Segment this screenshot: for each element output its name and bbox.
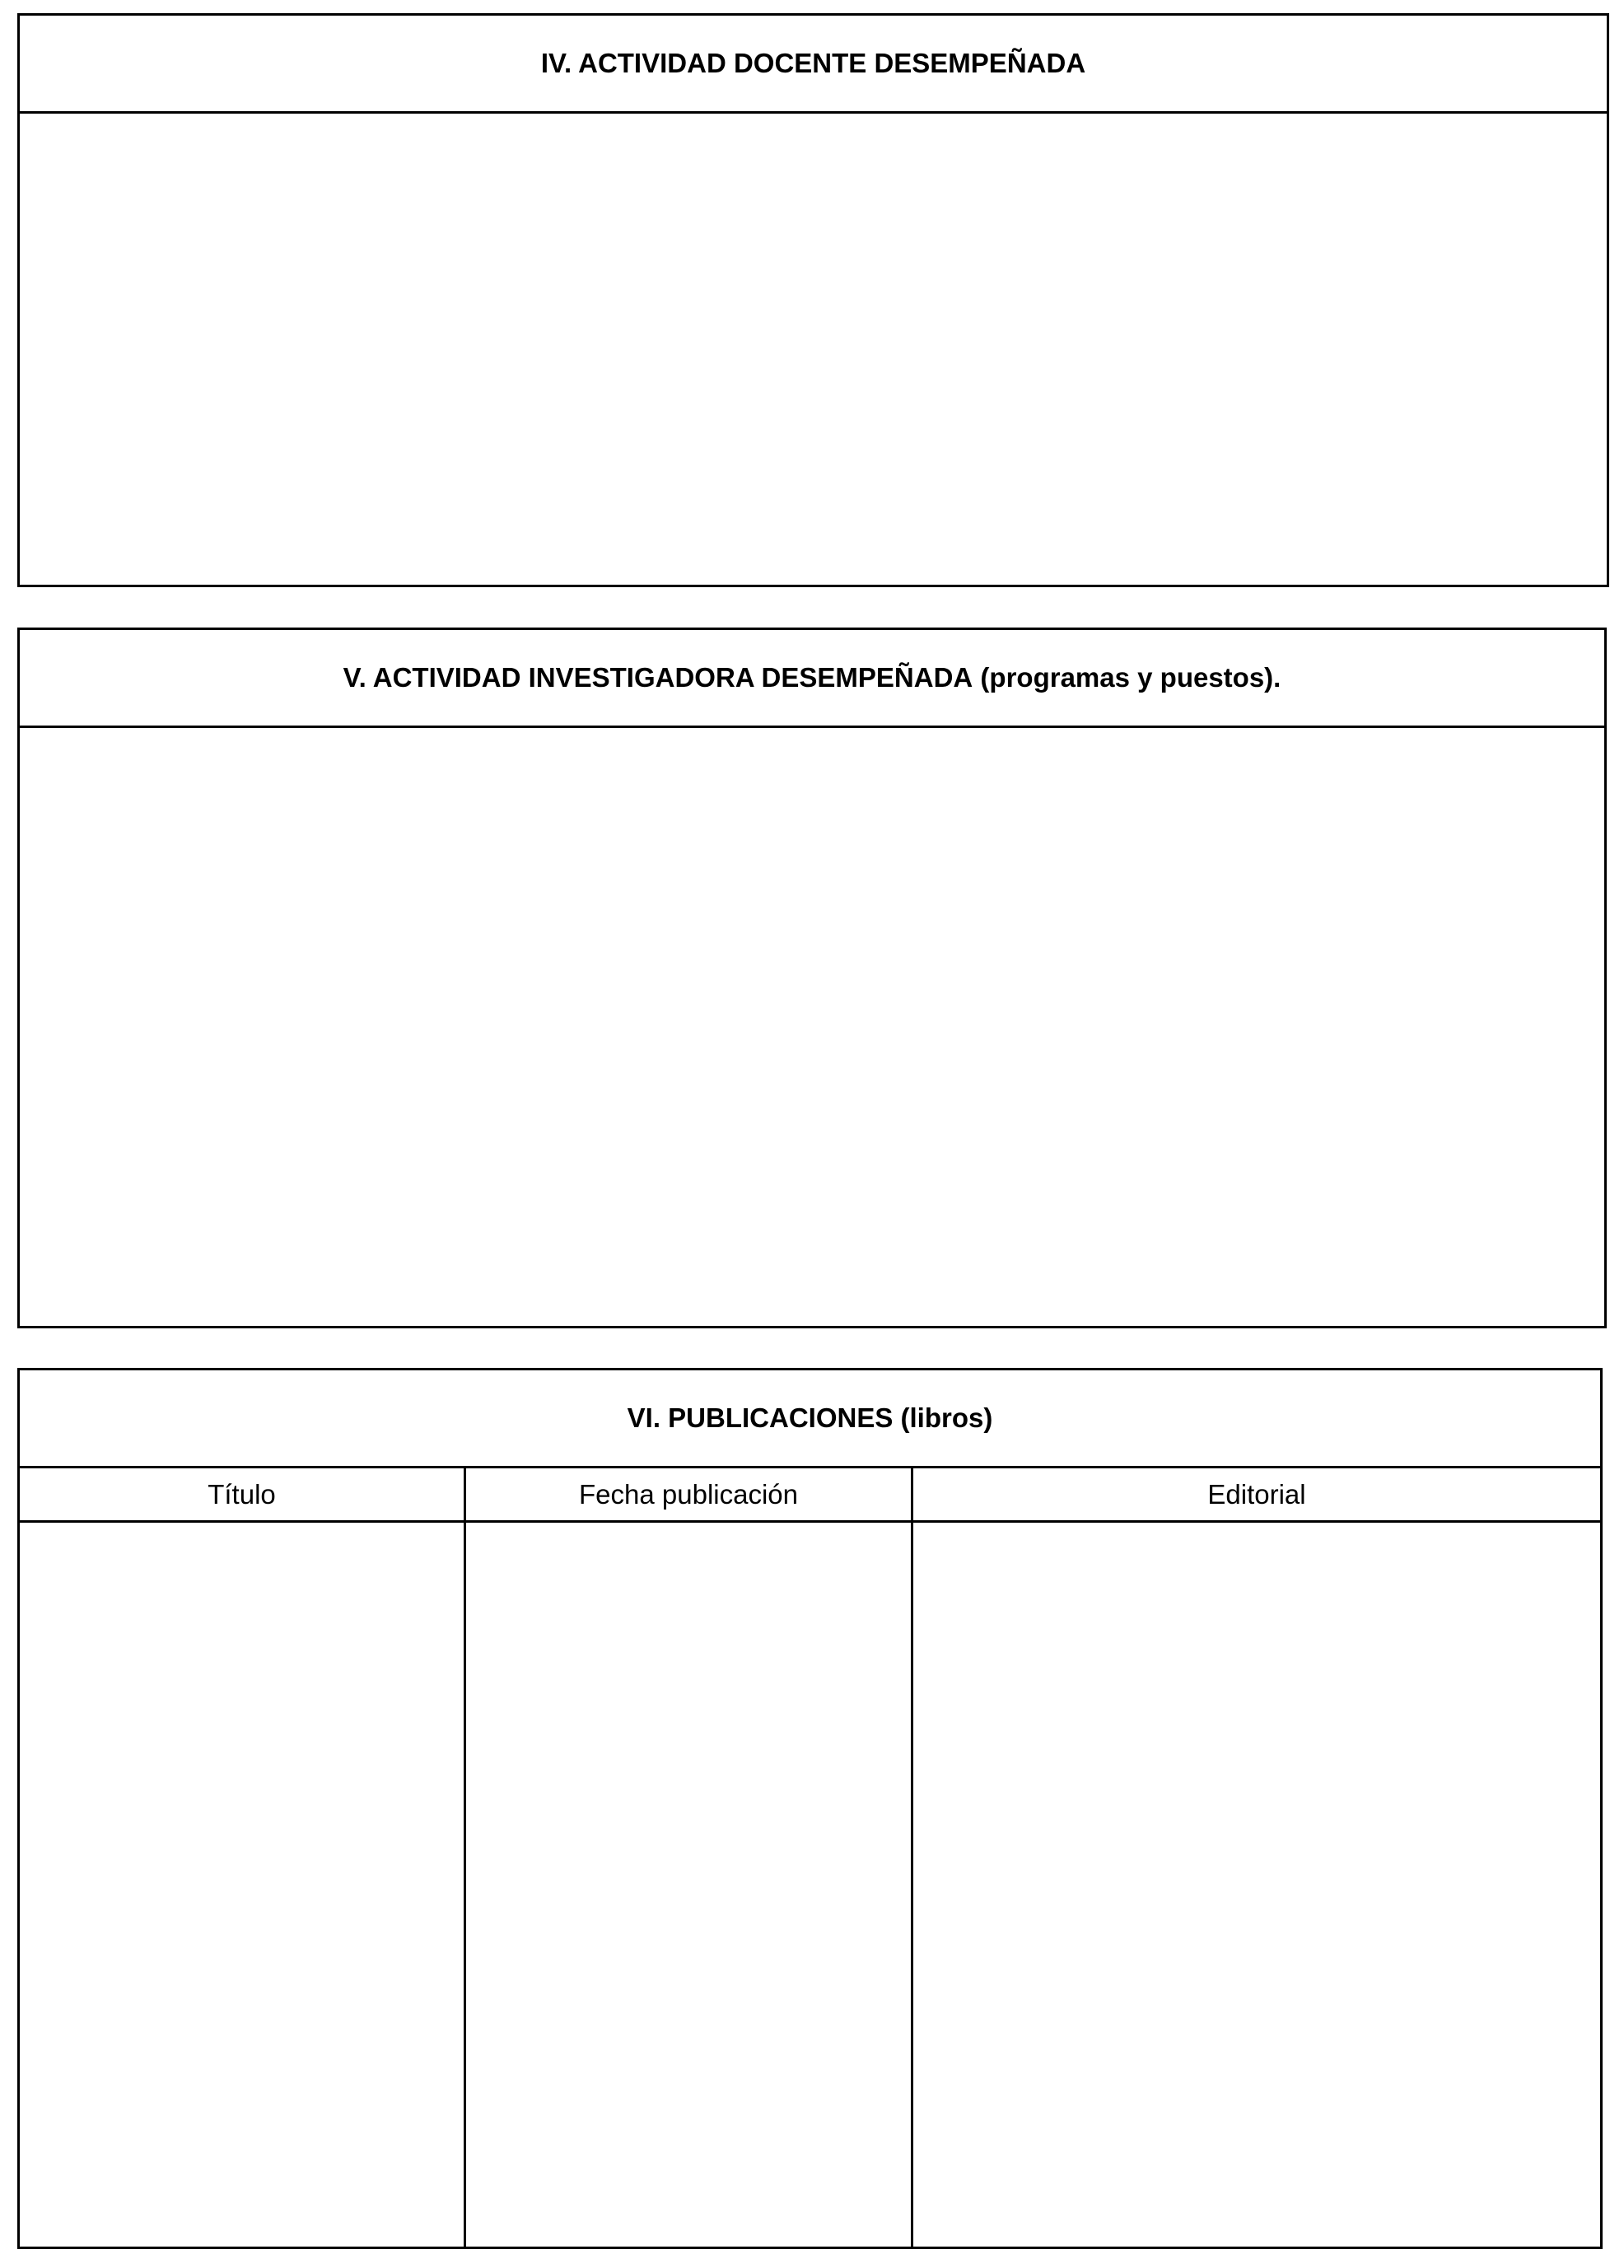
- section-iv-header: [20, 16, 1607, 114]
- column-header-fecha-publicacion: Fecha publicación: [466, 1468, 913, 1520]
- column-header-editorial: Editorial: [1207, 1478, 1306, 1510]
- publications-table-body: [20, 1523, 1600, 2247]
- section-v-box: [17, 628, 1607, 1328]
- section-vi-title: VI. PUBLICACIONES: [627, 1402, 894, 1433]
- fecha-publicacion-cell[interactable]: [466, 1523, 913, 2247]
- section-iv-content-area[interactable]: [20, 114, 1607, 585]
- titulo-cell[interactable]: [20, 1523, 466, 2247]
- section-iv-title: IV. ACTIVIDAD DOCENTE DESEMPEÑADA: [540, 48, 1086, 78]
- section-v-header: [20, 630, 1604, 728]
- section-iv-box: [17, 13, 1609, 587]
- section-vi-header: [20, 1370, 1600, 1468]
- column-header-titulo: Título: [20, 1468, 466, 1520]
- editorial-cell[interactable]: [913, 1523, 1600, 2247]
- section-v-content-area[interactable]: [20, 728, 1604, 1326]
- section-vi-title-suffix: (libros): [893, 1402, 993, 1433]
- section-vi-box: [17, 1368, 1603, 2249]
- section-v-title-suffix: (programas y puestos).: [973, 662, 1281, 693]
- publications-column-headers: [20, 1468, 1600, 1523]
- section-v-title: V. ACTIVIDAD INVESTIGADORA DESEMPEÑADA: [343, 662, 973, 693]
